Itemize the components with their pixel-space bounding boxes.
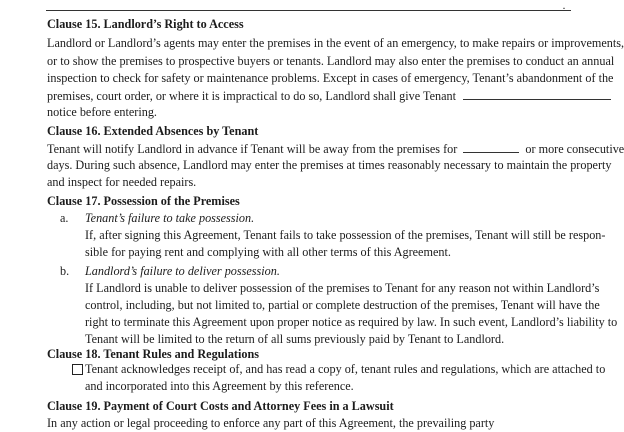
clause-15-line: Landlord or Landlord’s agents may enter the premises in the event of an emergency, to make repairs or improvements, (47, 36, 624, 50)
item-a-line: sible for paying rent and complying with all other terms of this Agreement. (85, 245, 451, 259)
item-b-line: right to terminate this Agreement upon proper notice as required by law. In such event, Landlord’s liability to (85, 315, 618, 329)
clause-16-line: days. During such absence, Landlord may enter the premises at times reasonably necessary to maintain the property (47, 158, 612, 172)
clause-15-line (47, 88, 611, 104)
clause-19-line: In any action or legal proceeding to enforce any part of this Agreement, the prevailing party (47, 416, 495, 430)
rules-acknowledgment-checkbox[interactable] (72, 364, 83, 375)
item-b-title: Landlord’s failure to deliver possession. (85, 264, 280, 278)
clause-18-heading: Clause 18. Tenant Rules and Regulations (47, 347, 259, 361)
clause-15-heading: Clause 15. Landlord’s Right to Access (47, 17, 244, 31)
clause-16-line: and inspect for needed repairs. (47, 175, 197, 189)
clause-16-line-text: or more consecutive (525, 142, 624, 156)
item-a-title: Tenant’s failure to take possession. (85, 211, 255, 225)
clause-15-line: or to show the premises to prospective buyers or tenants. Landlord may also enter the premises to conduct an annual (47, 54, 615, 68)
item-b-line: Tenant will be limited to the return of all sums previously paid by Tenant to Landlord. (85, 332, 505, 346)
clause-15-line-text: premises, court order, or where it is impractical to do so, Landlord shall give Tenant (47, 89, 456, 103)
item-b-marker: b. (60, 264, 70, 278)
clause-16-line (47, 141, 624, 157)
item-b-line: If Landlord is unable to deliver possession of the premises to Tenant for any reason not within Landlord’s (85, 281, 600, 295)
item-a-marker: a. (60, 211, 69, 225)
clause-15-line: notice before entering. (47, 105, 157, 119)
item-b-line: control, including, but not limited to, partial or complete destruction of the premises, Tenant will have the (85, 298, 600, 312)
item-a-line: If, after signing this Agreement, Tenant fails to take possession of the premises, Tenant will still be respon- (85, 228, 606, 242)
notice-period-blank[interactable] (463, 88, 611, 100)
clause-18-line: and incorporated into this Agreement by this reference. (85, 379, 354, 393)
page-mark: · (562, 1, 566, 15)
clause-16-line-text: Tenant will notify Landlord in advance if Tenant will be away from the premises for (47, 142, 458, 156)
clause-18-line: Tenant acknowledges receipt of, and has read a copy of, tenant rules and regulations, which are attached to (85, 362, 606, 376)
absence-days-blank[interactable] (463, 141, 519, 153)
clause-16-heading: Clause 16. Extended Absences by Tenant (47, 124, 259, 138)
clause-19-heading: Clause 19. Payment of Court Costs and Attorney Fees in a Lawsuit (47, 399, 394, 413)
clause-15-line: inspection to check for safety or maintenance problems. Except in cases of emergency, Tenant’s abandonment of the (47, 71, 614, 85)
top-rule (46, 10, 571, 11)
clause-17-heading: Clause 17. Possession of the Premises (47, 194, 240, 208)
